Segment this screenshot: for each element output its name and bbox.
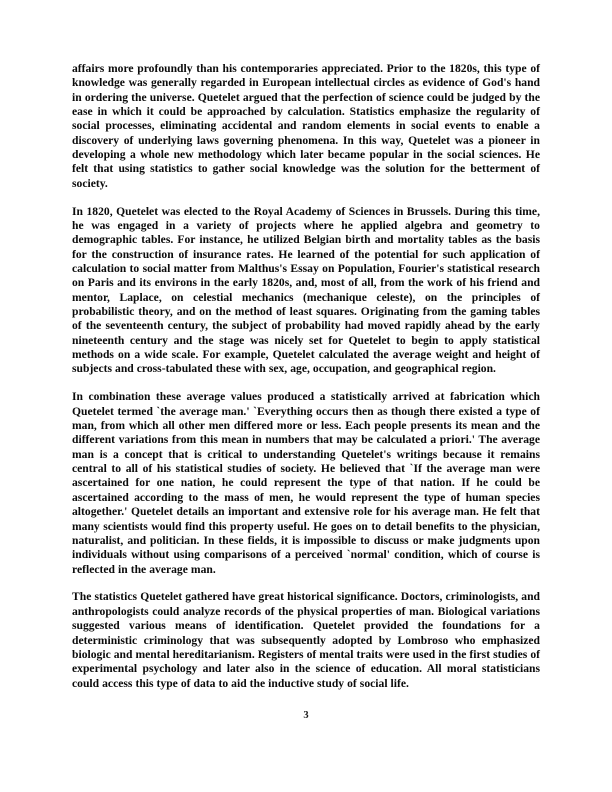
paragraph-3: In combination these average values produced a statistically arrived at fabrication which Quetelet termed `the average man.' `Everything occurs then as though there existed a type of man, from which all other men differed more or less. Each people presents its mean and the different variations from this mean in numbers that may be calculated a priori.' The average man is a concept that is critical to understanding Quetelet's writings because it remains central to all of his statistical studies of society. He believed that `If the average man were ascertained for one nation, he could represent the type of that nation. If he could be ascertained according to the mass of men, he would represent the type of human species altogether.' Quetelet details an important and extensive role for his average man. He felt that many scientists would find this property useful. He goes on to detail benefits to the physician, naturalist, and politician. In these fields, it is impossible to discuss or make judgments upon individuals without using comparisons of a perceived `normal' condition, which of course is reflected in the average man. — [72, 390, 540, 576]
document-body — [72, 62, 540, 691]
paragraph-1: affairs more profoundly than his contemporaries appreciated. Prior to the 1820s, this type of knowledge was generally regarded in European intellectual circles as evidence of God's hand in ordering the universe. Quetelet argued that the perfection of science could be judged by the ease in which it could be approached by calculation. Statistics emphasize the regularity of social processes, eliminating accidental and random elements in social events to enable a discovery of underlying laws governing phenomena. In this way, Quetelet was a pioneer in developing a whole new methodology which later became popular in the social sciences. He felt that using statistics to gather social knowledge was the solution for the betterment of society. — [72, 62, 540, 190]
page-number: 3 — [303, 710, 309, 721]
paragraph-4: The statistics Quetelet gathered have great historical significance. Doctors, criminologists, and anthropologists could analyze records of the physical properties of man. Biological variations suggested various means of identification. Quetelet provided the foundations for a deterministic criminology that was subsequently adopted by Lombroso who emphasized biologic and mental hereditarianism. Registers of mental traits were used in the first studies of experimental psychology and later also in the science of education. All moral statisticians could access this type of data to aid the inductive study of social life. — [72, 590, 540, 690]
paragraph-2: In 1820, Quetelet was elected to the Royal Academy of Sciences in Brussels. During this time, he was engaged in a variety of projects where he applied algebra and geometry to demographic tables. For instance, he utilized Belgian birth and mortality tables as the basis for the construction of insurance rates. He learned of the potential for such application of calculation to social matter from Malthus's Essay on Population, Fourier's statistical research on Paris and its environs in the early 1820s, and, most of all, from the work of his friend and mentor, Laplace, on celestial mechanics (mechanique celeste), on the principles of probabilistic theory, and on the method of least squares. Originating from the gaming tables of the seventeenth century, the subject of probability had moved rapidly ahead by the early nineteenth century and the stage was nicely set for Quetelet to begin to apply statistical methods on a wide scale. For example, Quetelet calculated the average weight and height of subjects and cross-tabulated these with sex, age, occupation, and geographical region. — [72, 204, 540, 376]
